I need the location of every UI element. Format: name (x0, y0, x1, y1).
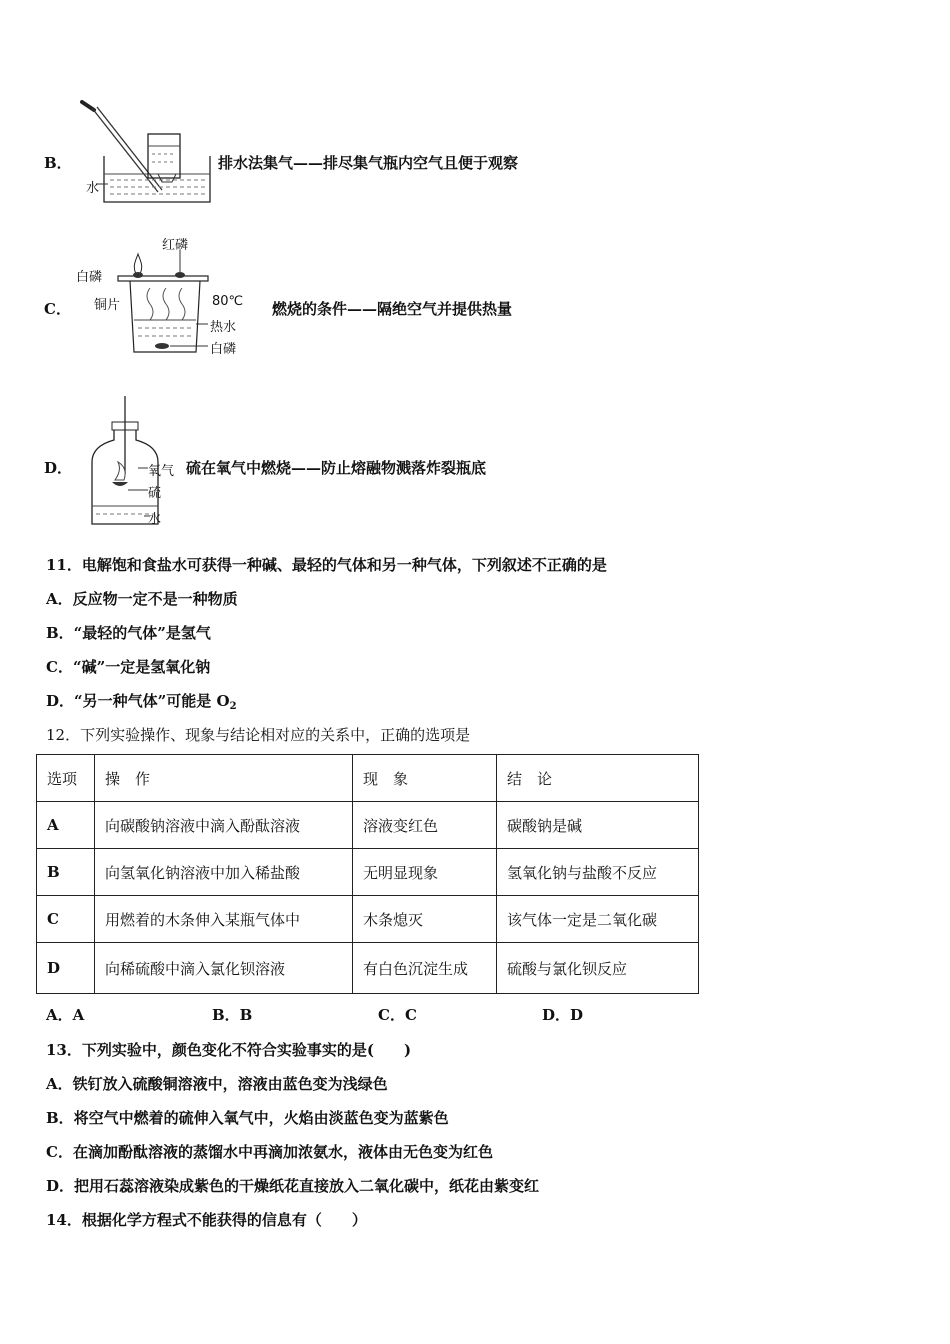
water-collection-diagram (80, 96, 215, 208)
q12-stem: 12．下列实验操作、现象与结论相对应的关系中，正确的选项是 (46, 726, 471, 744)
table-row (37, 943, 699, 994)
option-d-caption: 硫在氧气中燃烧——防止熔融物溅落炸裂瓶底 (186, 459, 487, 477)
label-white-phosphorus-bottom: 白磷 (210, 342, 237, 357)
header-operation: 操 作 (95, 755, 353, 802)
q13-option-d: D．把用石蕊溶液染成紫色的干燥纸花直接放入二氧化碳中，纸花由紫变红 (46, 1177, 540, 1195)
row-a-phenomenon: 溶液变红色 (353, 802, 497, 849)
label-oxygen: 氧气 (148, 464, 175, 479)
row-b-option: B (37, 849, 95, 896)
table-header-row (37, 755, 699, 802)
q12-answer-b: B．B (212, 1006, 253, 1024)
header-phenomenon: 现 象 (353, 755, 497, 802)
q13-option-a: A．铁钉放入硫酸铜溶液中，溶液由蓝色变为浅绿色 (46, 1075, 388, 1093)
label-white-phosphorus-top: 白磷 (76, 270, 103, 285)
row-b-operation: 向氢氧化钠溶液中加入稀盐酸 (95, 849, 353, 896)
option-c-letter: C． (44, 300, 71, 318)
q12-table (36, 754, 699, 994)
header-option: 选项 (37, 755, 95, 802)
option-b-letter: B． (44, 154, 72, 172)
row-c-phenomenon: 木条熄灭 (353, 896, 497, 943)
option-d-letter: D． (44, 459, 73, 477)
label-red-phosphorus: 红磷 (162, 238, 189, 253)
table-row (37, 896, 699, 943)
q12-answer-d: D．D (542, 1006, 584, 1024)
q11-option-b: B．“最轻的气体”是氢气 (46, 624, 211, 642)
table-row (37, 849, 699, 896)
q11-stem: 11．电解饱和食盐水可获得一种碱、最轻的气体和另一种气体，下列叙述不正确的是 (46, 556, 607, 574)
q14-stem: 14．根据化学方程式不能获得的信息有（ ） (46, 1211, 367, 1229)
row-a-conclusion: 碳酸钠是碱 (497, 802, 699, 849)
q12-answer-c: C．C (378, 1006, 417, 1024)
q11-option-d: D．“另一种气体”可能是 $O_2$ (46, 692, 237, 712)
row-c-conclusion: 该气体一定是二氧化碳 (497, 896, 699, 943)
q13-option-c: C．在滴加酚酞溶液的蒸馏水中再滴加浓氨水，液体由无色变为红色 (46, 1143, 493, 1161)
row-c-option: C (37, 896, 95, 943)
row-a-option: A (37, 802, 95, 849)
row-d-operation: 向稀硫酸中滴入氯化钡溶液 (95, 943, 353, 994)
option-c-caption: 燃烧的条件——隔绝空气并提供热量 (272, 300, 513, 318)
q13-stem: 13．下列实验中，颜色变化不符合实验事实的是( ) (46, 1041, 412, 1059)
label-hot-water: 热水 (210, 320, 237, 335)
label-sulfur: 硫 (148, 486, 162, 501)
row-c-operation: 用燃着的木条伸入某瓶气体中 (95, 896, 353, 943)
option-b-caption: 排水法集气——排尽集气瓶内空气且便于观察 (218, 154, 519, 172)
header-conclusion: 结 论 (497, 755, 699, 802)
label-water: 水 (86, 181, 100, 196)
row-a-operation: 向碳酸钠溶液中滴入酚酞溶液 (95, 802, 353, 849)
label-water-d: 水 (148, 512, 162, 527)
row-b-phenomenon: 无明显现象 (353, 849, 497, 896)
row-b-conclusion: 氢氧化钠与盐酸不反应 (497, 849, 699, 896)
row-d-phenomenon: 有白色沉淀生成 (353, 943, 497, 994)
label-copper: 铜片 (94, 298, 121, 313)
q13-option-b: B．将空气中燃着的硫伸入氧气中，火焰由淡蓝色变为蓝紫色 (46, 1109, 449, 1127)
q11-option-a: A．反应物一定不是一种物质 (46, 590, 238, 608)
label-temperature: 80℃ (212, 294, 244, 309)
table-row (37, 802, 699, 849)
q12-answer-a: A．A (46, 1006, 85, 1024)
q11-option-c: C．“碱”一定是氢氧化钠 (46, 658, 211, 676)
row-d-option: D (37, 943, 95, 994)
row-d-conclusion: 硫酸与氯化钡反应 (497, 943, 699, 994)
